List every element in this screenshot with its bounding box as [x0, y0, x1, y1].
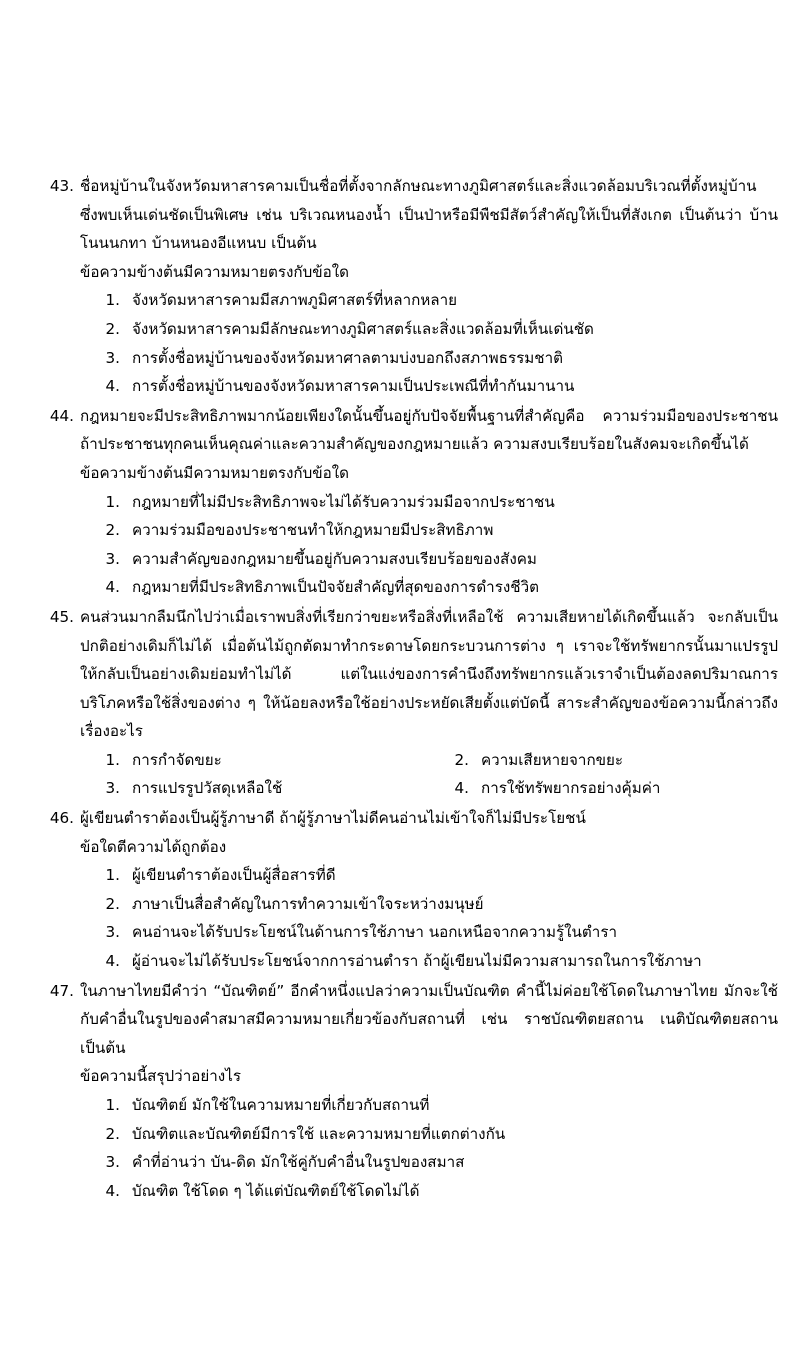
- choice-number: 4.: [105, 952, 120, 971]
- choice-text: ความเสียหายจากขยะ: [481, 750, 624, 769]
- choice-item[interactable]: [80, 774, 429, 803]
- question-body: [74, 804, 778, 976]
- question-item: [44, 977, 778, 1206]
- question-number: 44.: [49, 406, 74, 425]
- choice-item[interactable]: [429, 774, 778, 803]
- choice-item[interactable]: [80, 315, 778, 344]
- question-stem: คนส่วนมากลืมนึกไปว่าเมื่อเราพบสิ่งที่เรียกว่าขยะหรือสิ่งที่เหลือใช้ ความเสียหายได้เกิดขึ้นแล้ว จะกลับเป็นปกติอย่างเดิมก็ไม่ได้ เมื่อต้นไม้ถูกตัดมาทำกระดาษโดยกระบวนการต่าง ๆ เราจะใช้ทรัพยากรนั้นมาแปรรูปให้กลับเป็นอย่างเดิมย่อมทำไม่ได้ แต่ในแง่ของการคำนึงถึงทรัพยากรแล้วเราจำเป็นต้องลดปริมาณการบริโภคหรือใช้สิ่งของต่าง ๆ ให้น้อยลงหรือใช้อย่างประหยัดเสียตั้งแต่บัดนี้ สาระสำคัญของข้อความนี้กล่าวถึงเรื่องอะไร: [80, 607, 778, 741]
- choice-text: คนอ่านจะได้รับประโยชน์ในด้านการใช้ภาษา นอกเหนือจากความรู้ในตำรา: [132, 923, 617, 942]
- choice-text: จังหวัดมหาสารคามมีลักษณะทางภูมิศาสตร์และสิ่งแวดล้อมที่เห็นเด่นชัด: [132, 319, 594, 338]
- choice-item[interactable]: [80, 372, 778, 401]
- question-number: 46.: [49, 809, 74, 828]
- choice-text: คำที่อ่านว่า บัน-ดิด มักใช้คู่กับคำอื่นในรูปของสมาส: [132, 1153, 465, 1172]
- choice-text: การกำจัดขยะ: [132, 750, 222, 769]
- choice-number: 2.: [105, 521, 120, 540]
- question-prompt: ข้อความข้างต้นมีความหมายตรงกับข้อใด: [80, 463, 350, 482]
- choice-number: 4.: [105, 1181, 120, 1200]
- choice-text: การตั้งชื่อหมู่บ้านของจังหวัดมหาสารคามเป็นประเพณีที่ทำกันมานาน: [132, 377, 575, 396]
- choice-text: ภาษาเป็นสื่อสำคัญในการทำความเข้าใจระหว่างมนุษย์: [132, 894, 484, 913]
- choice-number: 3.: [105, 923, 120, 942]
- choice-number: 2.: [105, 319, 120, 338]
- choice-item[interactable]: [80, 1177, 778, 1206]
- choice-item[interactable]: [80, 1091, 778, 1120]
- choice-item[interactable]: [80, 746, 429, 775]
- question-number: 45.: [49, 607, 74, 626]
- question-body: [74, 172, 778, 401]
- choice-number: 3.: [105, 779, 120, 798]
- choice-list: [80, 286, 778, 400]
- choice-number: 1.: [105, 1096, 120, 1114]
- question-body: [74, 402, 778, 602]
- choice-number: 3.: [105, 348, 120, 367]
- choice-text: กฎหมายที่มีประสิทธิภาพเป็นปัจจัยสำคัญที่สุดของการดำรงชีวิต: [132, 578, 539, 597]
- choice-number: 4.: [105, 377, 120, 396]
- choice-number: 3.: [105, 549, 120, 568]
- choice-item[interactable]: [80, 1148, 778, 1177]
- question-stem: ชื่อหมู่บ้านในจังหวัดมหาสารคามเป็นชื่อที่ตั้งจากลักษณะทางภูมิศาสตร์และสิ่งแวดล้อมบริเวณที่ตั้งหมู่บ้าน ซึ่งพบเห็นเด่นชัดเป็นพิเศษ เช่น บริเวณหนองน้ำ เป็นป่าหรือมีพืชมีสัตว์สำคัญให้เป็นที่สังเกต เป็นต้นว่า บ้านโนนนกทา บ้านหนองอีแหนบ เป็นต้น: [80, 177, 778, 253]
- choice-list: [80, 746, 778, 803]
- question-body: [74, 977, 778, 1206]
- choice-text: การแปรรูปวัสดุเหลือใช้: [132, 779, 283, 798]
- choice-text: ความสำคัญของกฎหมายขึ้นอยู่กับความสงบเรียบร้อยของสังคม: [132, 549, 537, 568]
- choice-list: [80, 488, 778, 602]
- choice-text: ความร่วมมือของประชาชนทำให้กฎหมายมีประสิทธิภาพ: [132, 521, 494, 540]
- choice-text: บัณฑิตและบัณฑิตย์มีการใช้ และความหมายที่แตกต่างกัน: [132, 1124, 506, 1143]
- choice-item[interactable]: [80, 947, 778, 976]
- choice-text: บัณฑิต ใช้โดด ๆ ได้แต่บัณฑิตย์ใช้โดดไม่ได้: [132, 1181, 420, 1200]
- question-item: [44, 402, 778, 602]
- choice-item[interactable]: [80, 344, 778, 373]
- choice-number: 2.: [105, 1124, 120, 1143]
- question-number: 47.: [49, 981, 74, 1000]
- choice-list: [80, 861, 778, 975]
- choice-item[interactable]: [80, 516, 778, 545]
- choice-text: การใช้ทรัพยากรอย่างคุ้มค่า: [481, 779, 661, 798]
- choice-item[interactable]: [80, 488, 778, 517]
- choice-item[interactable]: [80, 573, 778, 602]
- question-prompt: ข้อความข้างต้นมีความหมายตรงกับข้อใด: [80, 262, 350, 281]
- choice-text: กฎหมายที่ไม่มีประสิทธิภาพจะไม่ได้รับความร่วมมือจากประชาชน: [132, 492, 555, 511]
- choice-item[interactable]: [429, 746, 778, 775]
- choice-list: [80, 1091, 778, 1205]
- choice-item[interactable]: [80, 861, 778, 890]
- choice-number: 1.: [105, 492, 120, 511]
- choice-number: 3.: [105, 1153, 120, 1172]
- question-stem: ผู้เขียนตำราต้องเป็นผู้รู้ภาษาดี ถ้าผู้รู้ภาษาไม่ดีคนอ่านไม่เข้าใจก็ไม่มีประโยชน์: [80, 809, 586, 828]
- question-stem: กฎหมายจะมีประสิทธิภาพมากน้อยเพียงใดนั้นขึ้นอยู่กับปัจจัยพื้นฐานที่สำคัญคือ ความร่วมมือของประชาชน ถ้าประชาชนทุกคนเห็นคุณค่าและความสำคัญของกฎหมายแล้ว ความสงบเรียบร้อยในสังคมจะเกิดขึ้นได้: [80, 406, 778, 454]
- choice-number: 2.: [105, 894, 120, 913]
- choice-item[interactable]: [80, 286, 778, 315]
- question-number: 43.: [49, 177, 74, 195]
- choice-item[interactable]: [80, 890, 778, 919]
- choice-number: 4.: [105, 578, 120, 597]
- question-stem: ในภาษาไทยมีคำว่า “บัณฑิตย์” อีกคำหนึ่งแปลว่าความเป็นบัณฑิต คำนี้ไม่ค่อยใช้โดดในภาษาไทย มักจะใช้กับคำอื่นในรูปของคำสมาสมีความหมายเกี่ยวข้องกับสถานที่ เช่น ราชบัณฑิตยสถาน เนติบัณฑิตยสถาน เป็นต้น: [80, 981, 778, 1057]
- choice-item[interactable]: [80, 918, 778, 947]
- choice-number: 1.: [105, 750, 120, 769]
- question-item: [44, 172, 778, 401]
- choice-number: 2.: [454, 750, 469, 769]
- question-prompt: ข้อความนี้สรุปว่าอย่างไร: [80, 1067, 241, 1086]
- choice-number: 4.: [454, 779, 469, 798]
- choice-item[interactable]: [80, 1120, 778, 1149]
- choice-text: บัณฑิตย์ มักใช้ในความหมายที่เกี่ยวกับสถานที่: [132, 1096, 430, 1114]
- choice-text: ผู้เขียนตำราต้องเป็นผู้สื่อสารที่ดี: [132, 866, 336, 885]
- question-item: [44, 603, 778, 803]
- choice-text: การตั้งชื่อหมู่บ้านของจังหวัดมหาศาลตามบ่งบอกถึงสภาพธรรมชาติ: [132, 348, 563, 367]
- choice-text: ผู้อ่านจะไม่ได้รับประโยชน์จากการอ่านตำรา ถ้าผู้เขียนไม่มีความสามารถในการใช้ภาษา: [132, 952, 702, 971]
- choice-item[interactable]: [80, 545, 778, 574]
- choice-number: 1.: [105, 291, 120, 310]
- question-item: [44, 804, 778, 976]
- question-body: [74, 603, 778, 803]
- question-prompt: ข้อใดตีความได้ถูกต้อง: [80, 837, 227, 856]
- choice-number: 1.: [105, 866, 120, 885]
- choice-text: จังหวัดมหาสารคามมีสภาพภูมิศาสตร์ที่หลากหลาย: [132, 291, 458, 310]
